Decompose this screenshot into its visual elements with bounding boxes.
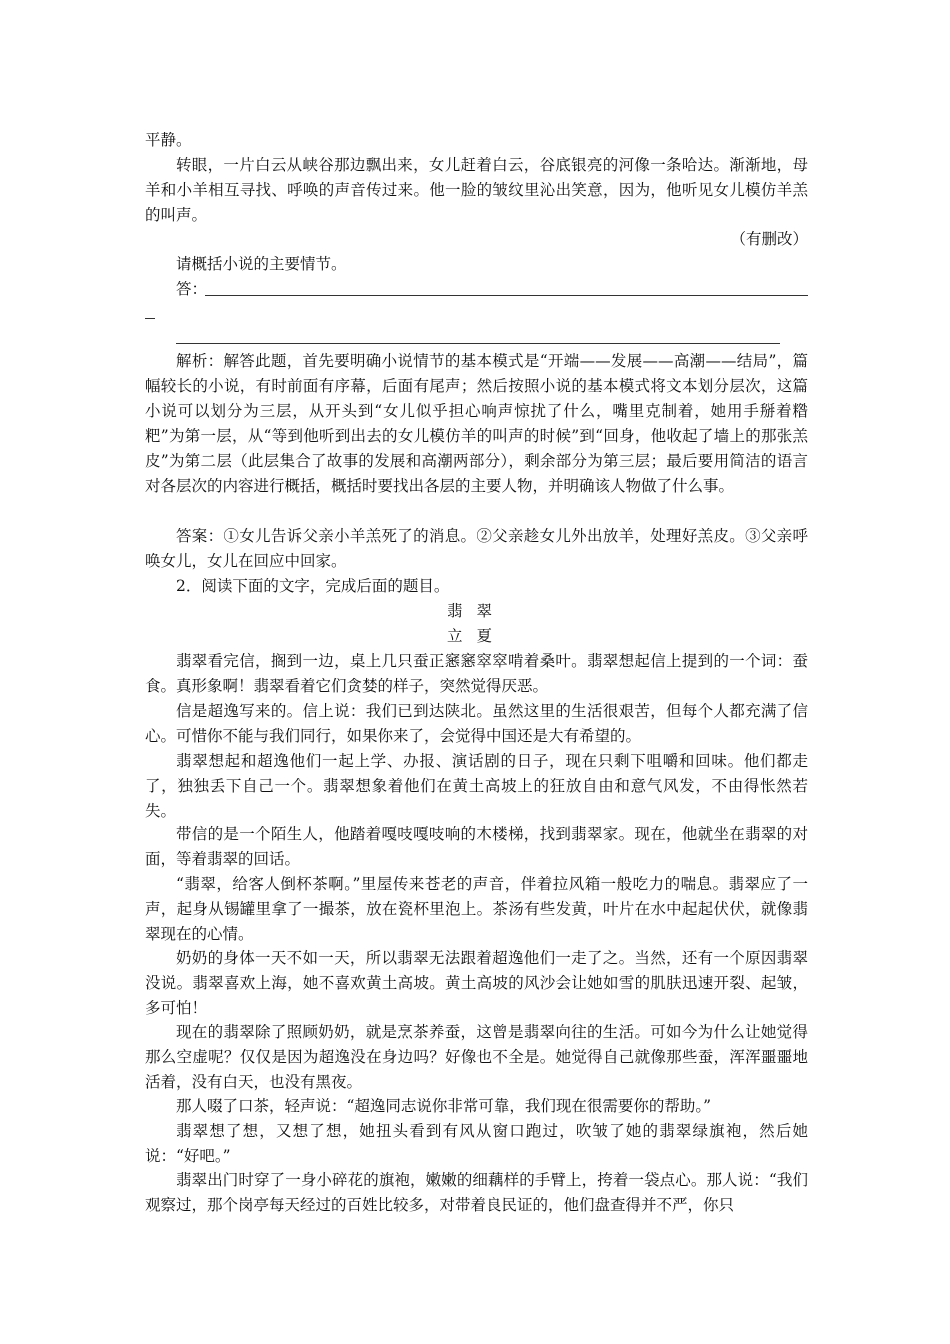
story-title: 翡翠 xyxy=(446,602,506,620)
answer-line-dash xyxy=(145,318,155,319)
story-paragraph-6: 奶奶的身体一天不如一天，所以翡翠无法跟着超逸他们一走了之。当然，还有一个原因翡翠没说。翡翠喜欢上海，她不喜欢黄土高坡。黄土高坡的风沙会让她如雪的肌肤迅速开裂、起皱，多可怕！ xyxy=(145,949,808,1017)
answer-prompt: 答： xyxy=(176,280,208,298)
story-paragraph-2: 信是超逸写来的。信上说：我们已到达陕北。虽然这里的生活很艰苦，但每个人都充满了信心。可惜你不能与我们同行，如果你来了，会觉得中国还是大有希望的。 xyxy=(145,702,808,745)
story-paragraph-8: 那人啜了口茶，轻声说：“超逸同志说你非常可靠，我们现在很需要你的帮助。” xyxy=(176,1097,712,1115)
story-paragraph-5: “翡翠，给客人倒杯茶啊。”里屋传来苍老的声音，伴着拉风箱一般吃力的喘息。翡翠应了一声，起身从锡罐里拿了一撮茶，放在瓷杯里泡上。茶汤有些发黄，叶片在水中起起伏伏，就像翡翠现在的心情。 xyxy=(145,875,808,943)
story-paragraph-3: 翡翠想起和超逸他们一起上学、办报、演话剧的日子，现在只剩下咀嚼和回味。他们都走了，独独丢下自己一个。翡翠想象着他们在黄土高坡上的狂放自由和意气风发，不由得怅然若失。 xyxy=(145,752,808,820)
answer-line-2 xyxy=(176,343,780,344)
story-paragraph-9: 翡翠想了想，又想了想，她扭头看到有风从窗口跑过，吹皱了她的翡翠绿旗袍，然后她说：“好吧。” xyxy=(145,1122,808,1165)
analysis-paragraph: 解析：解答此题，首先要明确小说情节的基本模式是“开端——发展——高潮——结局”，篇幅较长的小说，有时前面有序幕，后面有尾声；然后按照小说的基本模式将文本划分层次，这篇小说可以划分为三层，从开头到“女儿似乎担心响声惊扰了什么，嘴里克制着，她用手掰着糌粑”为第一层，从“等到他听到出去的女儿模仿羊的叫声的时候”到“回身，他收起了墙上的那张羔皮”为第二层（此层集合了故事的发展和高潮两部分），剩余部分为第三层；最后要用简洁的语言对各层次的内容进行概括，概括时要找出各层的主要人物，并明确该人物做了什么事。 xyxy=(145,352,808,495)
question-2: 2．阅读下面的文字，完成后面的题目。 xyxy=(176,577,450,595)
answer-line-1 xyxy=(205,295,808,296)
paragraph-pingjing: 平静。 xyxy=(145,131,192,149)
source-note: （有删改） xyxy=(730,230,808,248)
story-paragraph-10: 翡翠出门时穿了一身小碎花的旗袍，嫩嫩的细藕样的手臂上，挎着一袋点心。那人说：“我们观察过，那个岗亭每天经过的百姓比较多，对带着良民证的，他们盘查得并不严，你只 xyxy=(145,1171,808,1214)
paragraph-zhuanyan: 转眼，一片白云从峡谷那边飘出来，女儿赶着白云，谷底银亮的河像一条哈达。渐渐地，母羊和小羊相互寻找、呼唤的声音传过来。他一脸的皱纹里沁出笑意，因为，他听见女儿模仿羊羔的叫声。 xyxy=(145,156,808,224)
question-text: 请概括小说的主要情节。 xyxy=(176,255,347,273)
story-paragraph-1: 翡翠看完信，搁到一边，桌上几只蚕正窸窸窣窣啃着桑叶。翡翠想起信上提到的一个词：蚕食。真形象啊！翡翠看着它们贪婪的样子，突然觉得厌恶。 xyxy=(145,652,808,695)
story-paragraph-4: 带信的是一个陌生人，他踏着嘎吱嘎吱响的木楼梯，找到翡翠家。现在，他就坐在翡翠的对面，等着翡翠的回话。 xyxy=(145,825,808,868)
story-author: 立夏 xyxy=(446,627,506,645)
story-paragraph-7: 现在的翡翠除了照顾奶奶，就是烹茶养蚕，这曾是翡翠向往的生活。可如今为什么让她觉得那么空虚呢？仅仅是因为超逸没在身边吗？好像也不全是。她觉得自己就像那些蚕，浑浑噩噩地活着，没有白天，也没有黑夜。 xyxy=(145,1023,808,1091)
answer-paragraph: 答案：①女儿告诉父亲小羊羔死了的消息。②父亲趁女儿外出放羊，处理好羔皮。③父亲呼唤女儿，女儿在回应中回家。 xyxy=(145,527,808,570)
